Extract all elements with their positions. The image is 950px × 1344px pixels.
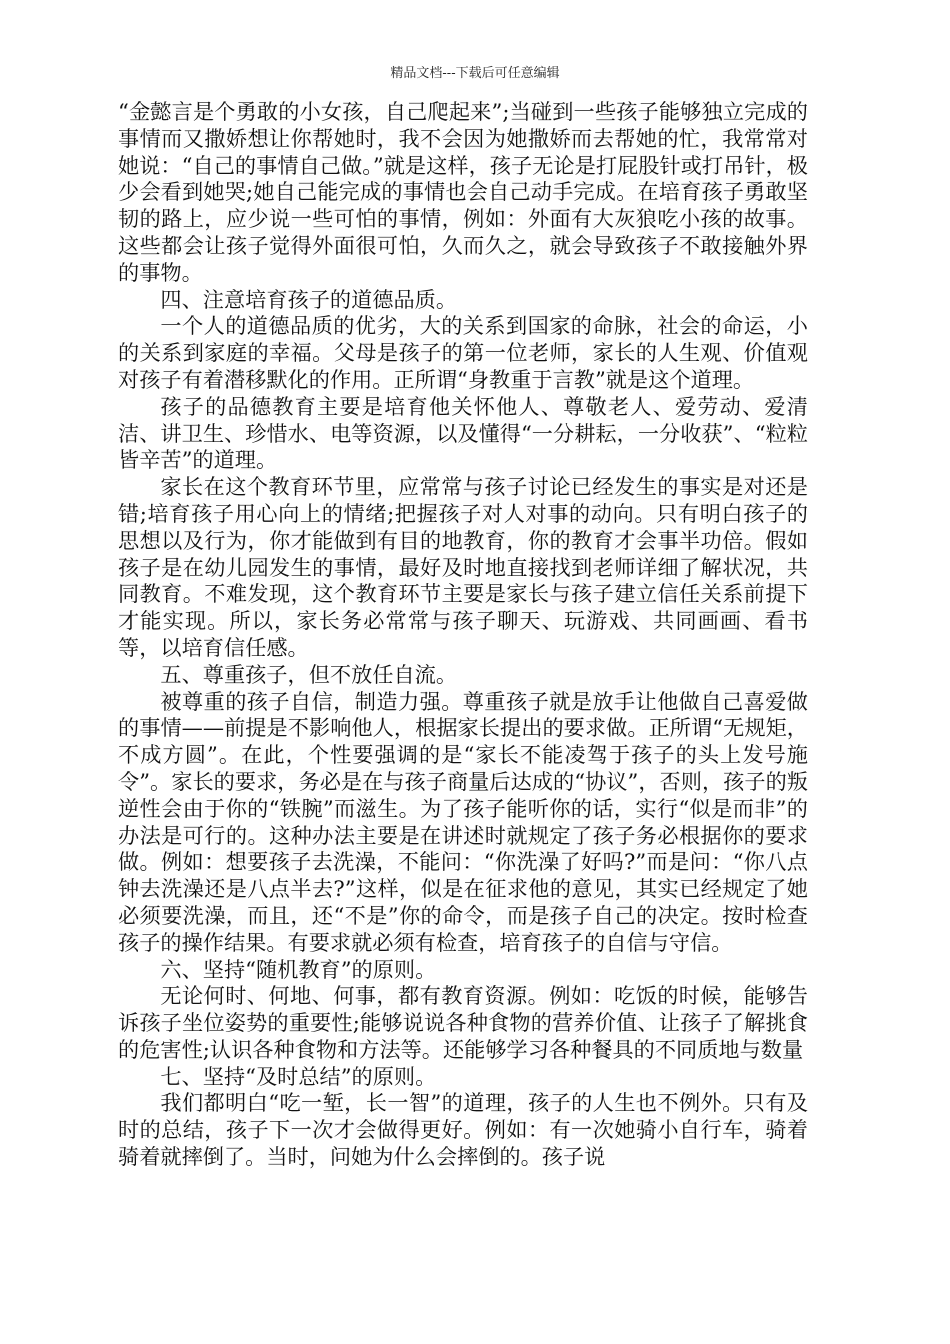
section-heading-4: 四、注意培育孩子的道德品质。: [160, 286, 458, 312]
page-header: 精品文档---下载后可任意编辑: [390, 66, 560, 81]
paragraph: 家长在这个教育环节里，应常常与孩子讨论已经发生的事实是对还是错;培育孩子用心向上的情绪;把握孩子对人对事的动向。只有明白孩子的思想以及行为，你才能做到有目的地教育，你的教育才会事半功倍。假如孩子是在幼儿园发生的事情，最好及时地直接找到老师详细了解状况，共同教育。不难发现，这个教育环节主要是家长与孩子建立信任关系前提下才能实现。所以，家长务必常常与孩子聊天、玩游戏、共同画画、看书等，以培育信任感。: [118, 474, 808, 660]
paragraph: 被尊重的孩子自信，制造力强。尊重孩子就是放手让他做自己喜爱做的事情——前提是不影响他人，根据家长提出的要求做。正所谓“无规矩，不成方圆”。在此，个性要强调的是“家长不能凌驾于孩子的头上发号施令”。家长的要求，务必是在与孩子商量后达成的“协议”，否则，孩子的叛逆性会由于你的“铁腕”而滋生。为了孩子能听你的话，实行“似是而非”的办法是可行的。这种办法主要是在讲述时就规定了孩子务必根据你的要求做。例如：想要孩子去洗澡，不能问：“你洗澡了好吗?”而是问：“你八点钟去洗澡还是八点半去?”这样，似是在征求他的意见，其实已经规定了她必须要洗澡，而且，还“不是”你的命令，而是孩子自己的决定。按时检查孩子的操作结果。有要求就必须有检查，培育孩子的自信与守信。: [118, 688, 808, 955]
paragraph: 我们都明白“吃一堑，长一智”的道理，孩子的人生也不例外。只有及时的总结，孩子下一次才会做得更好。例如：有一次她骑小自行车，骑着骑着就摔倒了。当时，问她为什么会摔倒的。孩子说: [118, 1090, 808, 1170]
paragraph: 孩子的品德教育主要是培育他关怀他人、尊敬老人、爱劳动、爱清洁、讲卫生、珍惜水、电等资源，以及懂得“一分耕耘，一分收获”、“粒粒皆辛苦”的道理。: [118, 393, 808, 473]
paragraph: “金懿言是个勇敢的小女孩，自己爬起来”;当碰到一些孩子能够独立完成的事情而又撒娇想让你帮她时，我不会因为她撒娇而去帮她的忙，我常常对她说：“自己的事情自己做。”就是这样，孩子无论是打屁股针或打吊针，极少会看到她哭;她自己能完成的事情也会自己动手完成。在培育孩子勇敢坚韧的路上，应少说一些可怕的事情，例如：外面有大灰狼吃小孩的故事。这些都会让孩子觉得外面很可怕，久而久之，就会导致孩子不敢接触外界的事物。: [118, 99, 808, 285]
body-text: [118, 99, 808, 1171]
section-heading-7: 七、坚持“及时总结”的原则。: [160, 1063, 437, 1089]
section-heading-6: 六、坚持“随机教育”的原则。: [160, 956, 437, 982]
paragraph: 一个人的道德品质的优劣，大的关系到国家的命脉，社会的命运，小的关系到家庭的幸福。父母是孩子的第一位老师，家长的人生观、价值观对孩子有着潜移默化的作用。正所谓“身教重于言教”就是这个道理。: [118, 313, 808, 392]
section-heading-5: 五、尊重孩子，但不放任自流。: [160, 661, 458, 687]
paragraph: 无论何时、何地、何事，都有教育资源。例如：吃饭的时候，能够告诉孩子坐位姿势的重要性;能够说说各种食物的营养价值、让孩子了解挑食的危害性;认识各种食物和方法等。还能够学习各种餐具的不同质地与数量: [118, 983, 808, 1062]
